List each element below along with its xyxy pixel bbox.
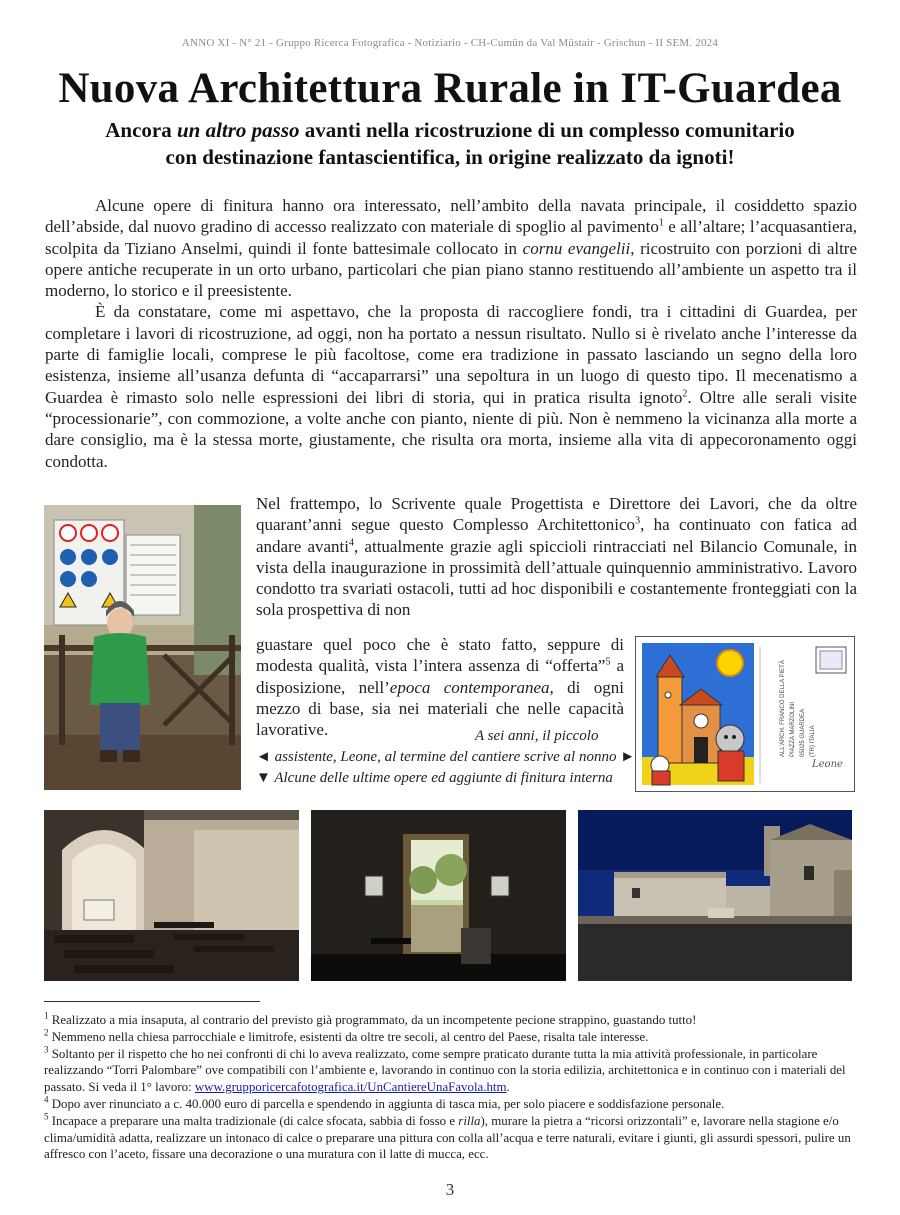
paragraph-2: È da constatare, come mi aspettavo, che la proposta di raccogliere fondi, tra i cittadini di Guardea, per completare i lavori di ricostruzione, ad oggi, non ha portato a nessun risultato. Nullo si è rivelato anche l’interesse da parte di famiglie locali, comprese le più facoltose, come era tradizione in passato lasciando un segno della loro esistenza, insieme all’usanza defunta di “accaparrarsi” una sepoltura in un luogo di questo tipo. Il mecenatismo a Guardea è rimasto solo nelle espressioni dei libri di storia, qui in pratica risulta ignoto$^2$. Oltre alle serali visite “processionarie”, con commozione, a volte anche con pianto, niente di più. Non è nemmeno la vicinanza alla morte a dare consiglio, ma è la stessa morte, giustamente, che risulta ora morta, insieme alla vita di appecoronamento oggi condotta.: [45, 302, 857, 471]
footnote-4: $^4$ Dopo aver rinunciato a c. 40.000 euro di parcella e spendendo in aggiunta di tasca mia, per solo piacere e soddisfazione personale.: [44, 1094, 725, 1111]
footnote-5: $^5$ Incapace a preparare una malta tradizionale (di calce sfocata, sabbia di fosso e rilla), murare la pietra a “ricorsi orizzontali” e, lavorare nella stagione e/o clima/umidità adatta, realizzare un intonaco di calce o preparare una pittura con colla all’acqua e terre naturali, evitare i giunti, gli assurdi spessori, pulire un affresco con l’aceto, fissare una decorazione o una muratura con il latte di mucca, ecc.: [44, 1111, 851, 1162]
photo-exterior-complex: [578, 810, 852, 981]
caption-line-1: A sei anni, il piccolo: [475, 728, 599, 744]
postcard-address-line: (TR) ITALIA: [810, 725, 816, 757]
photo-child-postcard: [635, 636, 855, 792]
paragraph-1: Alcune opere di finitura hanno ora interessato, nell’ambito della navata principale, il cosiddetto spazio dell’abside, dal nuovo gradino di accesso realizzato con materiale di spoglio al pavimento$^1$ e all’altare; l’acquasantiera, scolpita da Tiziano Anselmi, quindi il fonte battesimale collocato in cornu evangelii, ricostruito con porzioni di altre opere antiche recuperate in un orto urbano, particolari che pian piano stanno restituendo all’ambiente un aspetto tra il moderno, lo storico e il preesistente.: [45, 196, 858, 301]
footnote-1: $^1$ Realizzato a mia insaputa, al contrario del previsto già programmato, da un incompetente pecione strappino, guastando tutto!: [44, 1010, 697, 1027]
paragraph-3: Nel frattempo, lo Scrivente quale Progettista e Direttore dei Lavori, che da oltre quarant’anni segue questo Complesso Architettonico$^3$, ha continuato con fatica ad andare avanti$^4$, attualmente grazie agli spiccioli rintracciati nel Bilancio Comunale, in vista della inaugurazione in prossimità dell’attuale quinquennio amministrativo. Lavoro condotto tra svariati ostacoli, tutti ad hoc disponibili e costantemente fronteggiati con la sola prospettiva di non: [256, 494, 858, 620]
article-body-wrap: [256, 493, 857, 621]
article-subtitle: Ancora un altro passo avanti nella ricostruzione di un complesso comunitario con destinazione fantascientifica, in origine realizzato da ignoti!: [105, 118, 795, 169]
postcard-address-line: 05025 GUARDEA: [800, 708, 806, 757]
footnote-separator: [44, 1001, 260, 1002]
caption-line-2: ◄ assistente, Leone, al termine del cantiere scrive al nonno ►: [256, 749, 636, 765]
running-head: ANNO XI - N° 21 - Gruppo Ricerca Fotografica - Notiziario - CH-Cumün da Val Müstair - Grischun - II SEM. 2024: [181, 37, 719, 49]
footnote-2: $^2$ Nemmeno nella chiesa parrocchiale e limitrofe, esistenti da oltre tre secoli, al centro del Paese, risalta tale interesse.: [44, 1027, 649, 1044]
photo-child-at-site: [44, 505, 241, 790]
photo-interior-nave: [44, 810, 299, 981]
footnotes: [44, 1012, 857, 1163]
page-number: 3: [445, 1180, 455, 1199]
article-body-top: [45, 195, 857, 472]
postcard-address-line: PIAZZA MARZOLINI: [790, 701, 796, 757]
footnote-link[interactable]: www.grupporicercafotografica.it/UnCantiereUnaFavola.htm: [194, 1080, 507, 1095]
article-body-narrow: [256, 634, 624, 740]
caption-line-3: ▼ Alcune delle ultime opere ed aggiunte di finitura interna: [256, 770, 613, 786]
photo-interior-doorway: [311, 810, 566, 981]
footnote-3: $^3$ Soltanto per il rispetto che ho nei confronti di chi lo aveva realizzato, come sempre praticato durante tutta la mia attività professionale, in particolare realizzando “Torri Palombare” ove compatibili con l’ambiente e, lavorando in continuo con la storia edilizia, architettonica e in continuo con i materiali del passato. Si veda il 1° lavoro: www.grupporicercafotografica.it/UnCantiereUnaFavola.htm.: [44, 1044, 846, 1095]
paragraph-4: guastare quel poco che è stato fatto, seppure di modesta qualità, vista l’intera assenza di “offerta”$^5$ a disposizione, nell’epoca contemporanea, di ogni mezzo di base, sia nei materiali che nelle capacità lavorative.: [256, 635, 624, 740]
postcard-address-line: ALL'ARCH. FRANCO DELLA PIETÀ: [780, 660, 786, 757]
article-title: Nuova Architettura Rurale in IT-Guardea: [58, 65, 842, 112]
postcard-signature: Leone: [812, 759, 843, 770]
